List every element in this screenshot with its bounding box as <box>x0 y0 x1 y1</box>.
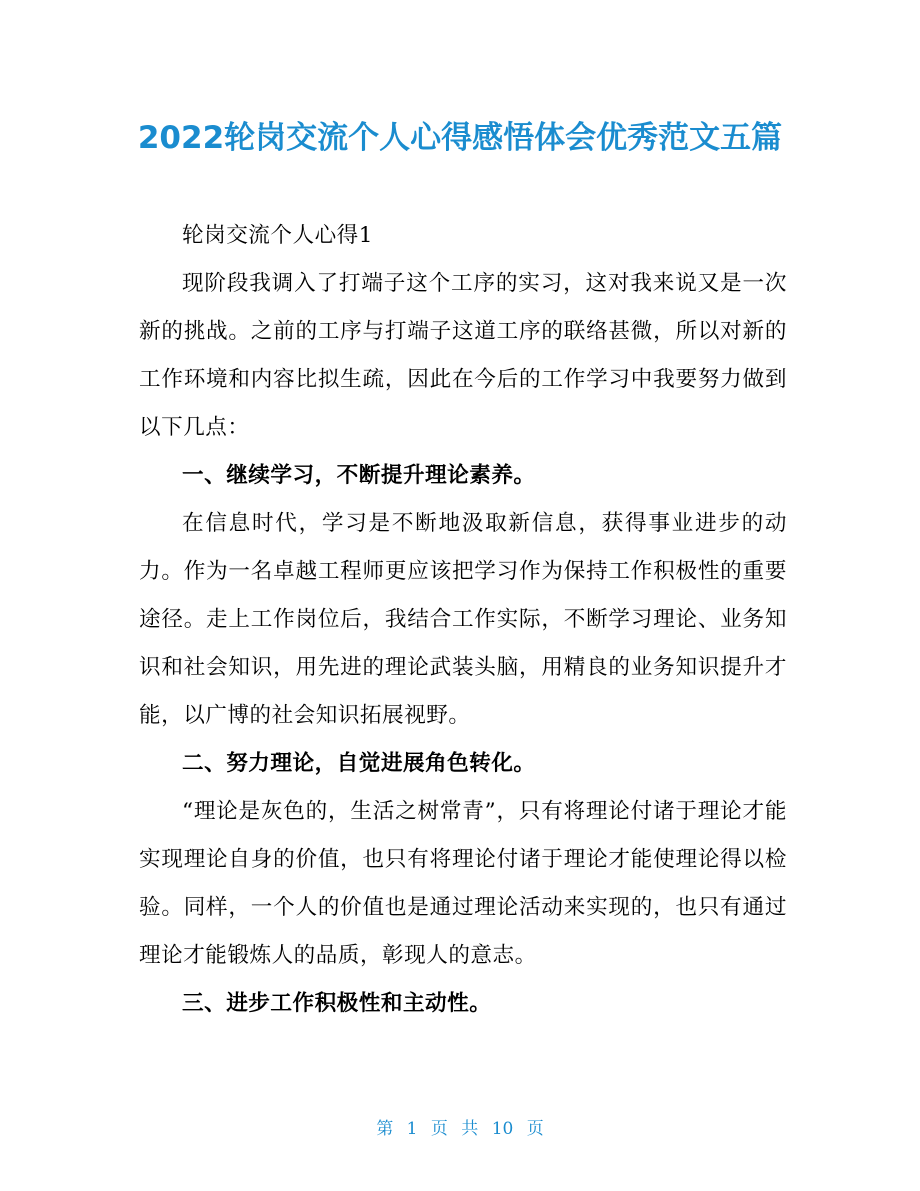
section-heading-1: 一、继续学习，不断提升理论素养。 <box>182 463 536 488</box>
paragraph-subtitle: 轮岗交流个人心得1 <box>182 223 373 248</box>
document-body <box>139 212 787 1028</box>
section-heading-2: 二、努力理论，自觉进展角色转化。 <box>182 751 536 776</box>
section-heading-3: 三、进步工作积极性和主动性。 <box>182 991 492 1016</box>
page-number-footer: 第 1 页 共 10 页 <box>376 1119 544 1139</box>
paragraph-section-2: “理论是灰色的，生活之树常青”，只有将理论付诸于理论才能实现理论自身的价值，也只有将理论付诸于理论才能使理论得以检验。同样，一个人的价值也是通过理论活动来实现的，也只有通过理论才能锻炼人的品质，彰现人的意志。 <box>139 799 787 968</box>
paragraph-section-1: 在信息时代，学习是不断地汲取新信息，获得事业进步的动力。作为一名卓越工程师更应该把学习作为保持工作积极性的重要途径。走上工作岗位后，我结合工作实际，不断学习理论、业务知识和社会知识，用先进的理论武装头脑，用精良的业务知识提升才能，以广博的社会知识拓展视野。 <box>139 511 787 728</box>
paragraph-intro: 现阶段我调入了打端子这个工序的实习，这对我来说又是一次新的挑战。之前的工序与打端子这道工序的联络甚微，所以对新的工作环境和内容比拟生疏，因此在今后的工作学习中我要努力做到以下几点： <box>139 271 787 440</box>
document-title: 2022轮岗交流个人心得感悟体会优秀范文五篇 <box>137 120 783 156</box>
